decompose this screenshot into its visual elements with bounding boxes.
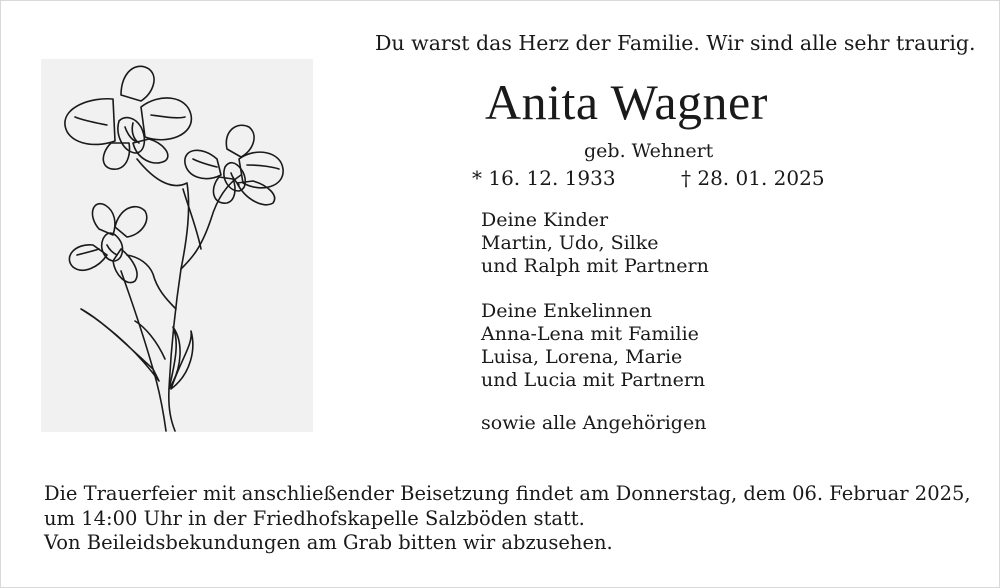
birth-surname: geb. Wehnert — [584, 140, 714, 162]
funeral-notice-line: um 14:00 Uhr in der Friedhofskapelle Salzböden statt. — [44, 506, 585, 530]
mourners-children-heading: Deine Kinder — [481, 209, 609, 231]
mourners-grandchildren — [481, 300, 705, 392]
mourners-relatives — [481, 412, 706, 435]
mourners-children-line: und Ralph mit Partnern — [481, 255, 709, 277]
death-date: † 28. 01. 2025 — [681, 166, 825, 190]
funeral-notice-line: Die Trauerfeier mit anschließender Beisetzung findet am Donnerstag, dem 06. Februar 2025, — [44, 482, 971, 505]
orchid-illustration — [41, 59, 313, 432]
mourners-relatives-line: sowie alle Angehörigen — [481, 412, 707, 434]
mourners-grandchildren-line: und Lucia mit Partnern — [481, 369, 706, 391]
mourners-grandchildren-line: Luisa, Lorena, Marie — [481, 346, 683, 368]
birth-date: * 16. 12. 1933 — [472, 166, 616, 190]
orchid-line-drawing-icon — [41, 59, 313, 432]
deceased-name: Anita Wagner — [485, 74, 768, 130]
funeral-notice-line: Von Beileidsbekundungen am Grab bitten wir abzusehen. — [44, 531, 613, 554]
mourners-grandchildren-heading: Deine Enkelinnen — [481, 300, 653, 322]
mourners-children-line: Martin, Udo, Silke — [481, 232, 659, 254]
mourners-grandchildren-line: Anna-Lena mit Familie — [481, 323, 699, 345]
motto-line: Du warst das Herz der Familie. Wir sind alle sehr traurig. — [375, 31, 976, 55]
mourners-children — [481, 209, 709, 278]
funeral-notice — [44, 482, 971, 556]
